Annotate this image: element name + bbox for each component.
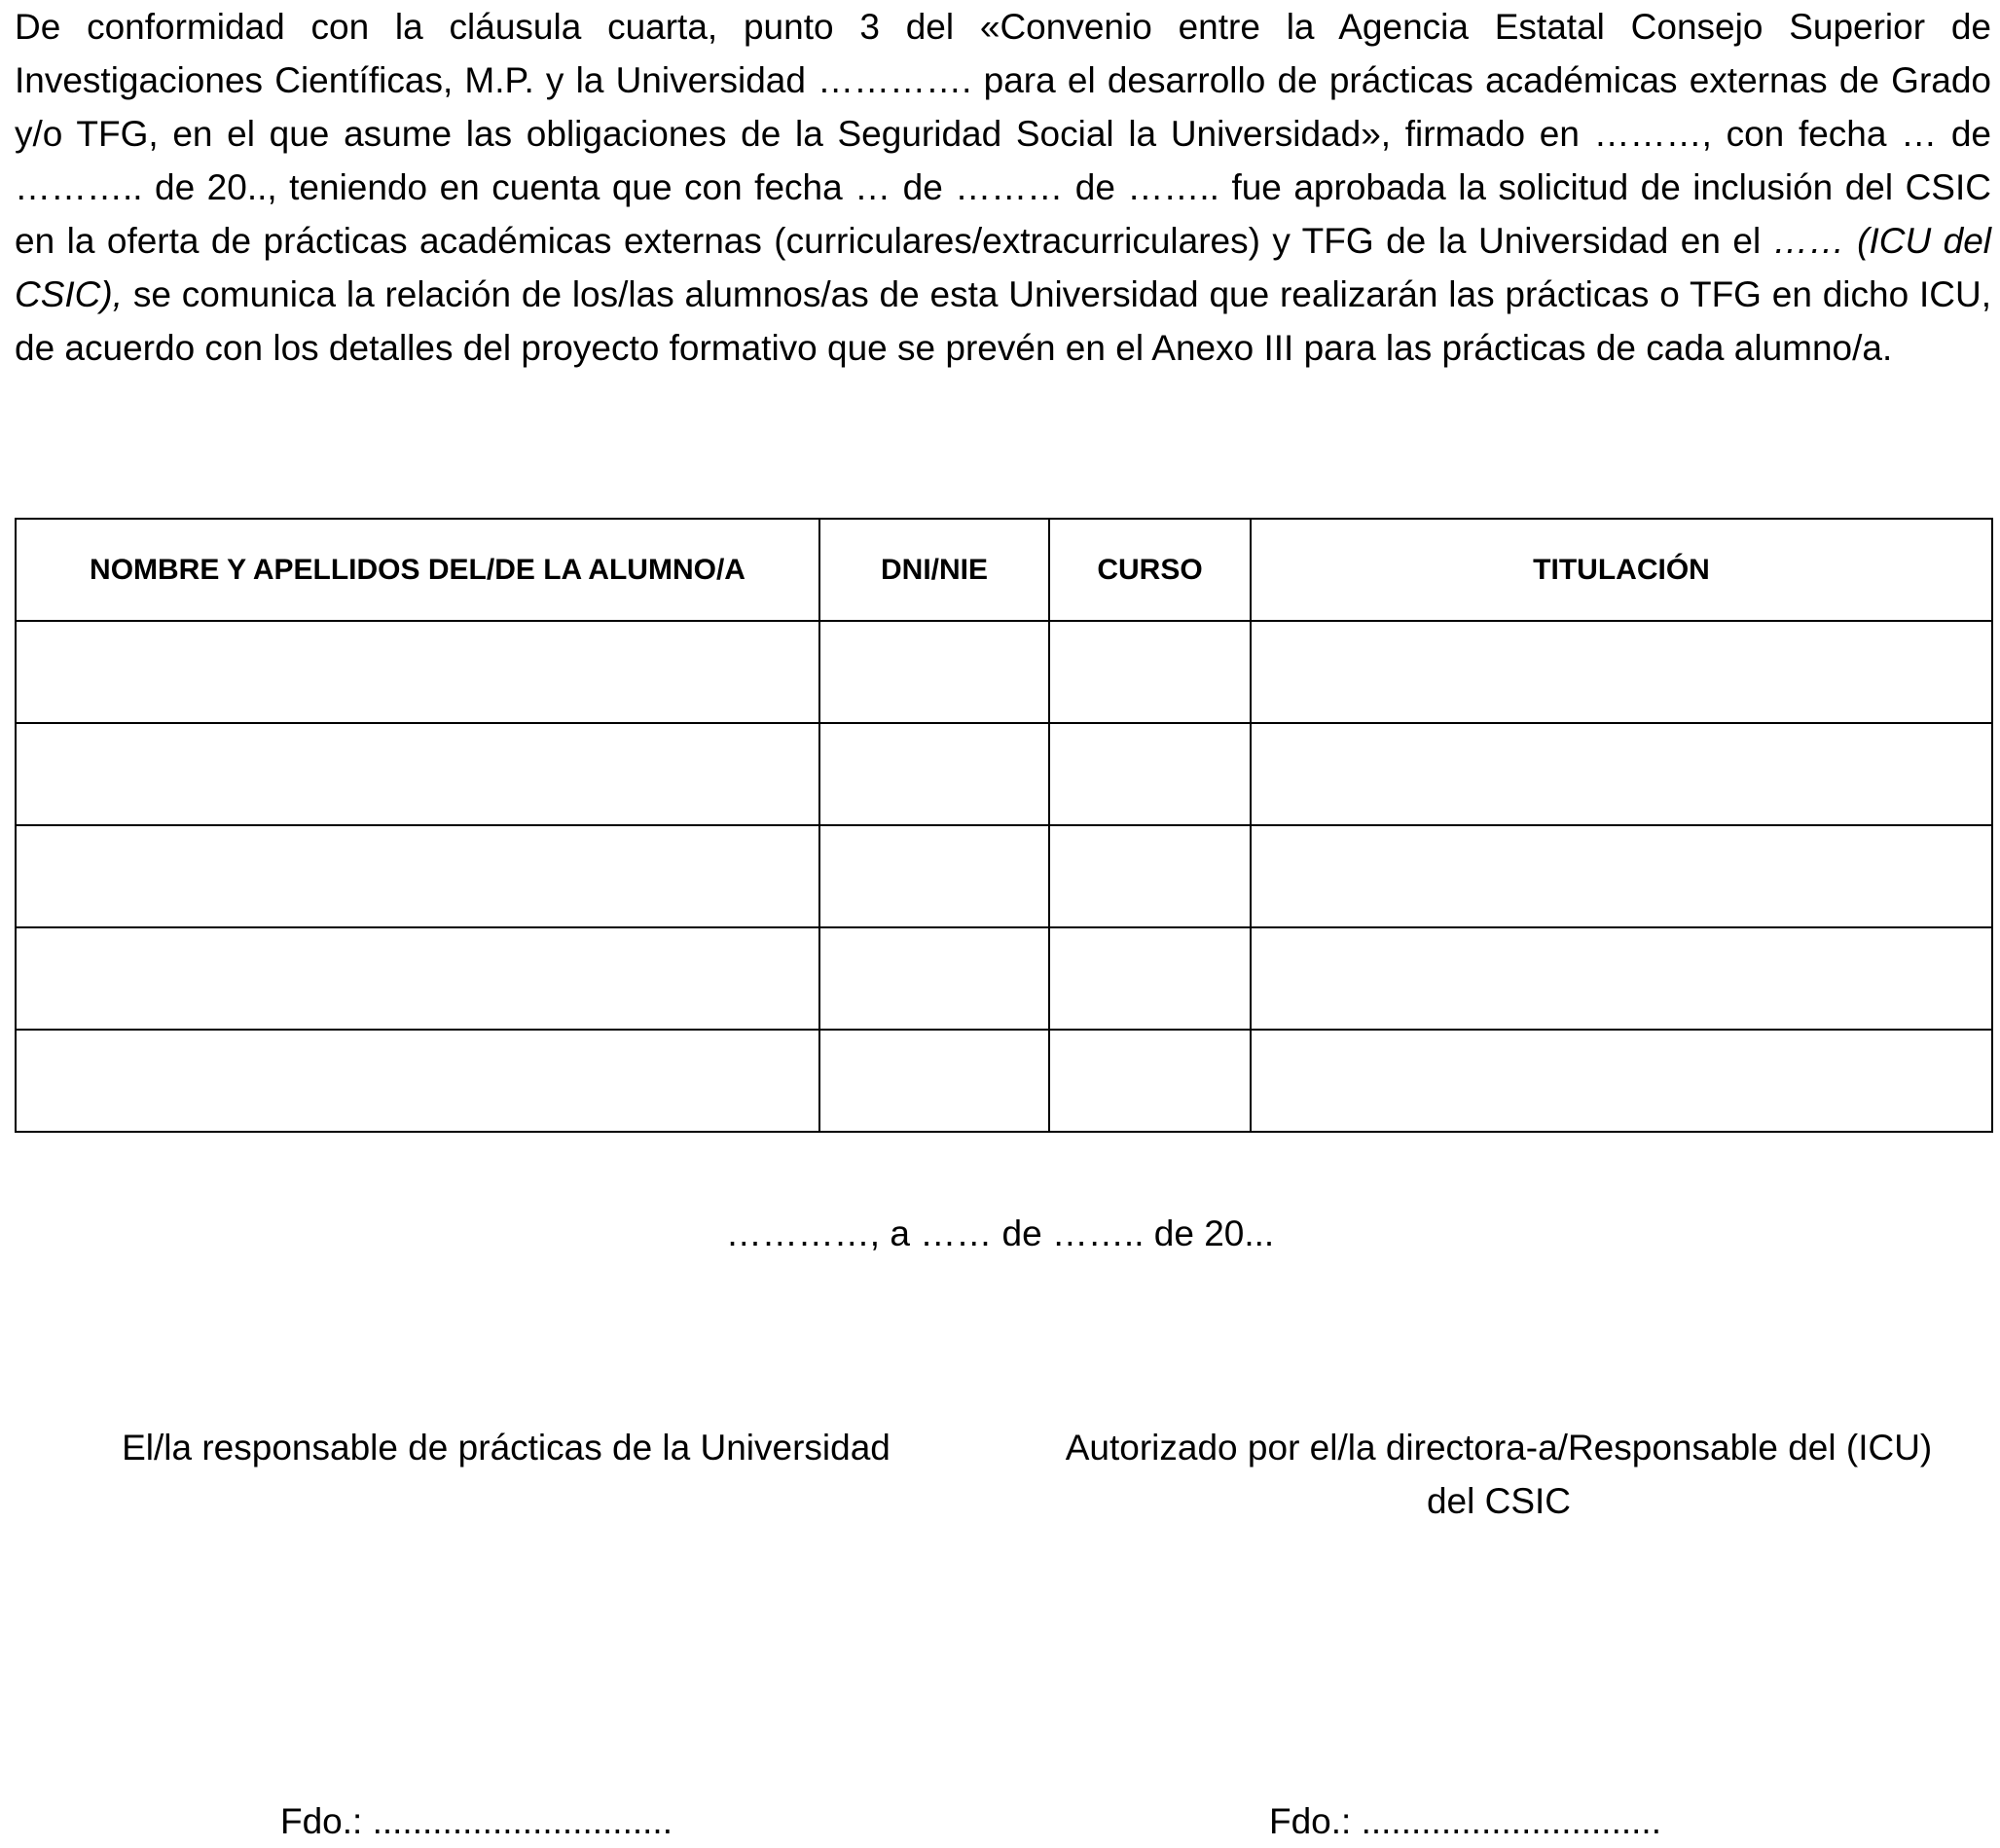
header-titulacion: TITULACIÓN [1251,519,1992,621]
cell-titulacion[interactable] [1251,723,1992,825]
table-row [16,927,1992,1030]
cell-name[interactable] [16,1030,819,1132]
cell-name[interactable] [16,621,819,723]
cell-curso[interactable] [1049,1030,1251,1132]
intro-italic-icu: …… (ICU del CSIC), [15,221,1992,314]
table-row [16,825,1992,927]
table-row [16,723,1992,825]
table-header-row [16,519,1992,621]
students-table [15,518,1993,1133]
intro-text-start: De conformidad con la cláusula cuarta, punto 3 del «Convenio entre la Agencia Estatal Consejo Superior de Investigaciones Científicas, M.P. y la Universidad …………. para el desarrollo de prácticas académicas externas de Grado y/o TFG, en el que asume las obligaciones de la Seguridad Social la Universidad», firmado en ………, con fecha … de ……….. de 20.., teniendo en cuenta que con fecha … de ……… de …….. fue aprobada la solicitud de inclusión del CSIC en la oferta de prácticas académicas externas (curriculares/extracurriculares) y TFG de la Universidad en el [15,7,1991,261]
table-row [16,1030,1992,1132]
table-row [16,621,1992,723]
cell-titulacion[interactable] [1251,1030,1992,1132]
cell-name[interactable] [16,825,819,927]
cell-titulacion[interactable] [1251,621,1992,723]
cell-dni[interactable] [819,621,1049,723]
cell-titulacion[interactable] [1251,825,1992,927]
cell-dni[interactable] [819,927,1049,1030]
intro-paragraph [15,0,1991,375]
csic-signatory-title: Autorizado por el/la directora-a/Responsable del (ICU) del CSIC [1065,1428,1933,1521]
university-signatory-title: El/la responsable de prácticas de la Universidad [122,1428,891,1468]
csic-signature-line: Fdo.: .............................. [1269,1801,1661,1841]
intro-text-end: se comunica la relación de los/las alumnos/as de esta Universidad que realizarán las prácticas o TFG en dicho ICU, de acuerdo con los detalles del proyecto formativo que se prevén en el Anexo III para las prácticas de cada alumno/a. [15,274,1991,368]
cell-curso[interactable] [1049,723,1251,825]
cell-name[interactable] [16,927,819,1030]
cell-curso[interactable] [1049,927,1251,1030]
cell-dni[interactable] [819,723,1049,825]
header-curso: CURSO [1049,519,1251,621]
cell-dni[interactable] [819,1030,1049,1132]
place-date-line: …………, a …… de …….. de 20... [725,1214,1275,1253]
cell-titulacion[interactable] [1251,927,1992,1030]
university-signature-line: Fdo.: .............................. [280,1801,673,1841]
cell-curso[interactable] [1049,825,1251,927]
cell-curso[interactable] [1049,621,1251,723]
header-name: NOMBRE Y APELLIDOS DEL/DE LA ALUMNO/A [16,519,819,621]
header-dni: DNI/NIE [819,519,1049,621]
cell-dni[interactable] [819,825,1049,927]
cell-name[interactable] [16,723,819,825]
